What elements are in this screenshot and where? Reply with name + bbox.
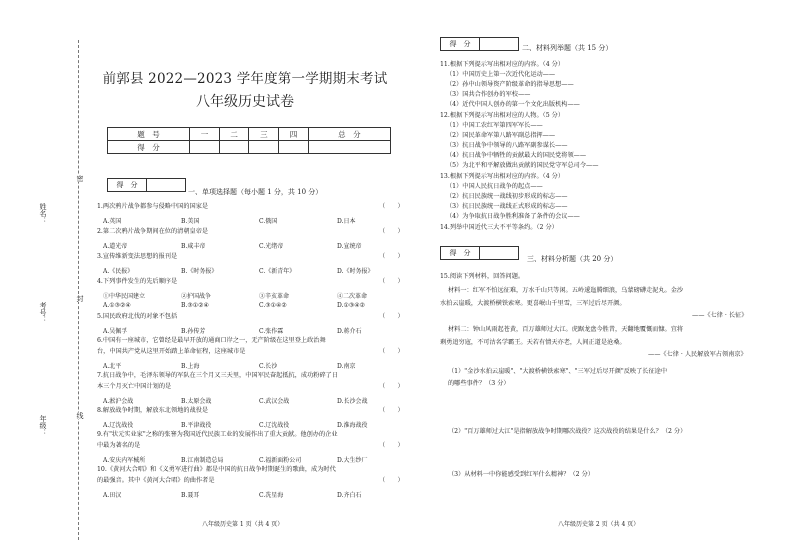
answer-bracket[interactable]: （ ） [379,348,404,355]
sub-question: （3）从材料一中你能感受到红军什么精神？（2 分） [448,471,594,478]
option: A.吴佩孚 [103,328,128,335]
exam-title: 前郭县 2022—2023 学年度第一学期期末考试 [102,71,388,87]
option: D.日本 [337,218,356,225]
question-stem: 2.第二次鸦片战争期间在位的清朝皇帝是 [97,228,209,235]
options-row [97,396,407,405]
score-box-label: 得 分 [441,247,480,260]
fill-item: （3）抗日民族统一战线正式形成的标志—— [446,203,568,210]
fill-item: （5）为北平和平解放做出贡献的国民党守军总司令—— [446,162,599,169]
score-box-value[interactable] [147,179,186,192]
score-header-cell: 总 分 [308,128,390,141]
question-stem: 11.根据下列提示写出相对应的内容。（4 分） [440,61,565,68]
question-stem: 10.《黄河大合唱》和《义勇军进行曲》都是中国的抗日战争时期诞生的歌曲，成为时代 [97,466,336,473]
score-header-cell: 一 [190,128,220,141]
option: B.③①②④ [181,302,209,309]
options-row [97,420,407,429]
side-label-name: 姓名： [39,203,47,224]
question-stem: 13.根据下列提示写出相对应的内容。（4 分） [440,173,565,180]
option: A.英国 [103,218,122,225]
seal-char-mi: 密 [76,175,84,182]
answer-bracket[interactable]: （ ） [379,313,404,320]
score-header-cell: 二 [219,128,249,141]
option: D.大生纱厂 [337,457,368,464]
fill-item: （2）国民革命军第八路军副总指挥—— [446,132,556,139]
option: B.孙传芳 [181,328,206,335]
option: B.美国 [181,218,200,225]
options-row [97,361,407,370]
material-text: 材料一：红军不怕远征难，万水千山只等闲。五岭逶迤腾细浪，乌蒙磅礴走泥丸。金沙 [448,287,684,294]
options-row [97,455,407,464]
fill-item: （2）抗日民族统一战线初步形成的标志—— [446,193,568,200]
option: ④二次革命 [337,293,368,300]
fill-item: （4）为争取抗日战争胜利准备了条件的会议—— [446,213,580,220]
score-header-cell: 三 [249,128,279,141]
sub-question: （1）"金沙水拍云崖暖"、"大渡桥横铁索寒"、"三军过后尽开颜"反映了长征途中 [448,368,668,375]
score-cell[interactable] [190,141,220,154]
score-box-value[interactable] [480,247,519,260]
option: ①中华民国建立 [103,293,146,300]
answer-bracket[interactable]: （ ） [379,253,404,260]
option: D.齐白石 [337,492,362,499]
score-cell[interactable] [279,141,309,154]
score-table [107,127,391,154]
section1-title: 一、单项选择题（每小题 1 分，共 10 分） [188,188,323,196]
option: C.《新青年》 [259,268,296,275]
material-source: ——《七律 · 人民解放军占领南京》 [648,351,747,358]
options-row [97,216,407,225]
answer-bracket[interactable]: （ ） [379,383,404,390]
option: D.宣统帝 [337,243,362,250]
option: C.冼星海 [259,492,284,499]
question-stem: 5.国民政府北伐的对象不包括 [97,313,178,320]
question-stem: 15.阅读下列材料，回答问题。 [440,273,525,280]
options-row [97,490,407,499]
question-stem: 的最强音。其中《黄河大合唱》的曲作者是 [97,477,215,484]
question-stem: 12.根据下列提示写出相对应的人物。（5 分） [440,112,565,119]
seal-char-xian: 线 [76,412,84,419]
option: B.上海 [181,363,200,370]
question-stem: 1.两次鸦片战争都参与侵略中国的国家是 [97,203,209,210]
answer-bracket[interactable]: （ ） [379,203,404,210]
option: B.平津战役 [181,422,212,429]
option: ②护国战争 [181,293,212,300]
option: ③辛亥革命 [259,293,290,300]
section3-score-box [440,246,519,260]
answer-bracket[interactable]: （ ） [379,477,404,484]
score-cell[interactable] [308,141,390,154]
material-source: ——《七律 · 长征》 [692,312,748,319]
section2-score-box [440,37,519,51]
score-cell[interactable] [219,141,249,154]
option: B.咸丰帝 [181,243,206,250]
option: D.《时务报》 [337,268,374,275]
fill-item: （3）抗日战争中领导的八路军副参谋长—— [446,142,568,149]
fill-item: （4）近代中国人创办的第一个文化出版机构—— [446,101,580,108]
seal-char-feng: 封 [76,295,84,302]
fill-item: （1）中国工农红军第四军军长—— [446,122,543,129]
fill-item: （2）孙中山领导资产阶级革命的指导思想—— [446,81,574,88]
section3-title: 三、材料分析题（共 20 分） [527,255,618,263]
option: C.武汉会战 [259,398,290,405]
question-stem: 7.抗日战争中，毛泽东领导的军队在三个月又三天里，中国军民奋起抵抗，成功粉碎了日 [97,372,339,379]
option: C.辽沈战役 [259,422,290,429]
score-box-label: 得 分 [108,179,147,192]
option: A.《民报》 [103,268,134,275]
fill-item: （1）中国人民抗日战争的起点—— [446,183,543,190]
option: B.太原会战 [181,398,212,405]
question-stem: 台，中国共产党从这里开始踏上革命征程，这座城市是 [97,348,246,355]
score-box-value[interactable] [480,38,519,51]
options-row [97,326,407,335]
score-row-label: 得 分 [108,141,190,154]
option: D.蒋介石 [337,328,362,335]
options-row [97,241,407,250]
question-stem: 14.列举中国近代三大不平等条约。（2 分） [440,224,558,231]
side-label-id: 考号： [39,302,47,323]
option: B.聂耳 [181,492,200,499]
score-cell[interactable] [249,141,279,154]
material-text: 水拍云崖暖，大渡桥横铁索寒。更喜岷山千里雪，三军过后尽开颜。 [440,300,626,307]
question-stem: 9.有"状元实业家"之称的张謇为我国近代民族工业的发展作出了重大贡献。他创办的企业 [97,431,338,438]
option: D.长沙会战 [337,398,368,405]
option: A.安庆内军械所 [103,457,146,464]
fill-item: （3）国共合作创办的军校—— [446,91,531,98]
question-stem: 3.宣传维新变法思想的报刊是 [97,253,178,260]
section1-questions [97,202,407,512]
material-text: 剩勇追穷寇，不可沽名学霸王。天若有情天亦老，人间正道是沧桑。 [440,339,626,346]
answer-bracket[interactable]: （ ） [379,407,404,414]
section3-questions [440,274,770,514]
answer-bracket[interactable]: （ ） [379,228,404,235]
option: D.淮海战役 [337,422,368,429]
option: B.江南制造总局 [181,457,224,464]
option: C.福新面粉公司 [259,457,302,464]
option: C.光绪帝 [259,243,284,250]
option: A.淞沪会战 [103,398,134,405]
question-stem: 4.下列事件发生的先后顺序是 [97,278,178,285]
section2-title: 二、材料列举题（共 15 分） [522,44,613,52]
score-box-label: 得 分 [441,38,480,51]
question-stem: 本三个月灭亡中国计划的是 [97,383,172,390]
score-header-cell: 四 [279,128,309,141]
option: C.张作霖 [259,328,284,335]
sub-question: （2）"百万雄师过大江"是指解放战争时期哪次战役？这次战役的结果是什么？（2 分） [448,428,687,435]
fill-item: （4）抗日战争中牺牲的贡献最大的国民党将领—— [446,152,587,159]
option: A.①③②④ [103,302,131,309]
question-stem: 中最为著名的是 [97,442,141,449]
question-stem: 6.中国有一座城市，它曾经是最早开放的通商口岸之一，无产阶级在这里登上政治舞 [97,337,326,344]
side-label-grade: 年级： [39,415,47,436]
answer-bracket[interactable]: （ ） [379,278,404,285]
material-text: 材料二：钟山风雨起苍黄，百万雄师过大江。虎踞龙盘今胜昔，天翻地覆慨而慷。宜将 [448,326,684,333]
option: B.《时务报》 [181,268,218,275]
option: C.长沙 [259,363,278,370]
section1-score-box [107,178,186,192]
option: A.田汉 [103,492,122,499]
options-row [97,266,407,275]
option: D.南京 [337,363,356,370]
answer-bracket[interactable]: （ ） [379,442,404,449]
option: A.辽沈战役 [103,422,134,429]
options-row [97,291,407,300]
exam-subtitle: 八年级历史试卷 [196,94,294,110]
option: C.③①④② [259,302,287,309]
sub-question: 的哪些事件？（3 分） [448,380,510,387]
options-row [97,302,407,309]
fill-item: （1）中国历史上第一次近代化运动—— [446,71,556,78]
question-stem: 8.解放战争时期，解放东北领地的战役是 [97,407,209,414]
page-footer-right: 八年级历史第 2 页（共 4 页） [558,521,640,528]
section2-questions [440,62,770,232]
binding-dashed-line [78,40,79,540]
option: D.①③④② [337,302,366,309]
option: A.北平 [103,363,122,370]
page-footer-left: 八年级历史第 1 页（共 4 页） [202,521,284,528]
score-header-cell: 题 号 [108,128,190,141]
option: C.俄国 [259,218,278,225]
option: A.道光帝 [103,243,128,250]
